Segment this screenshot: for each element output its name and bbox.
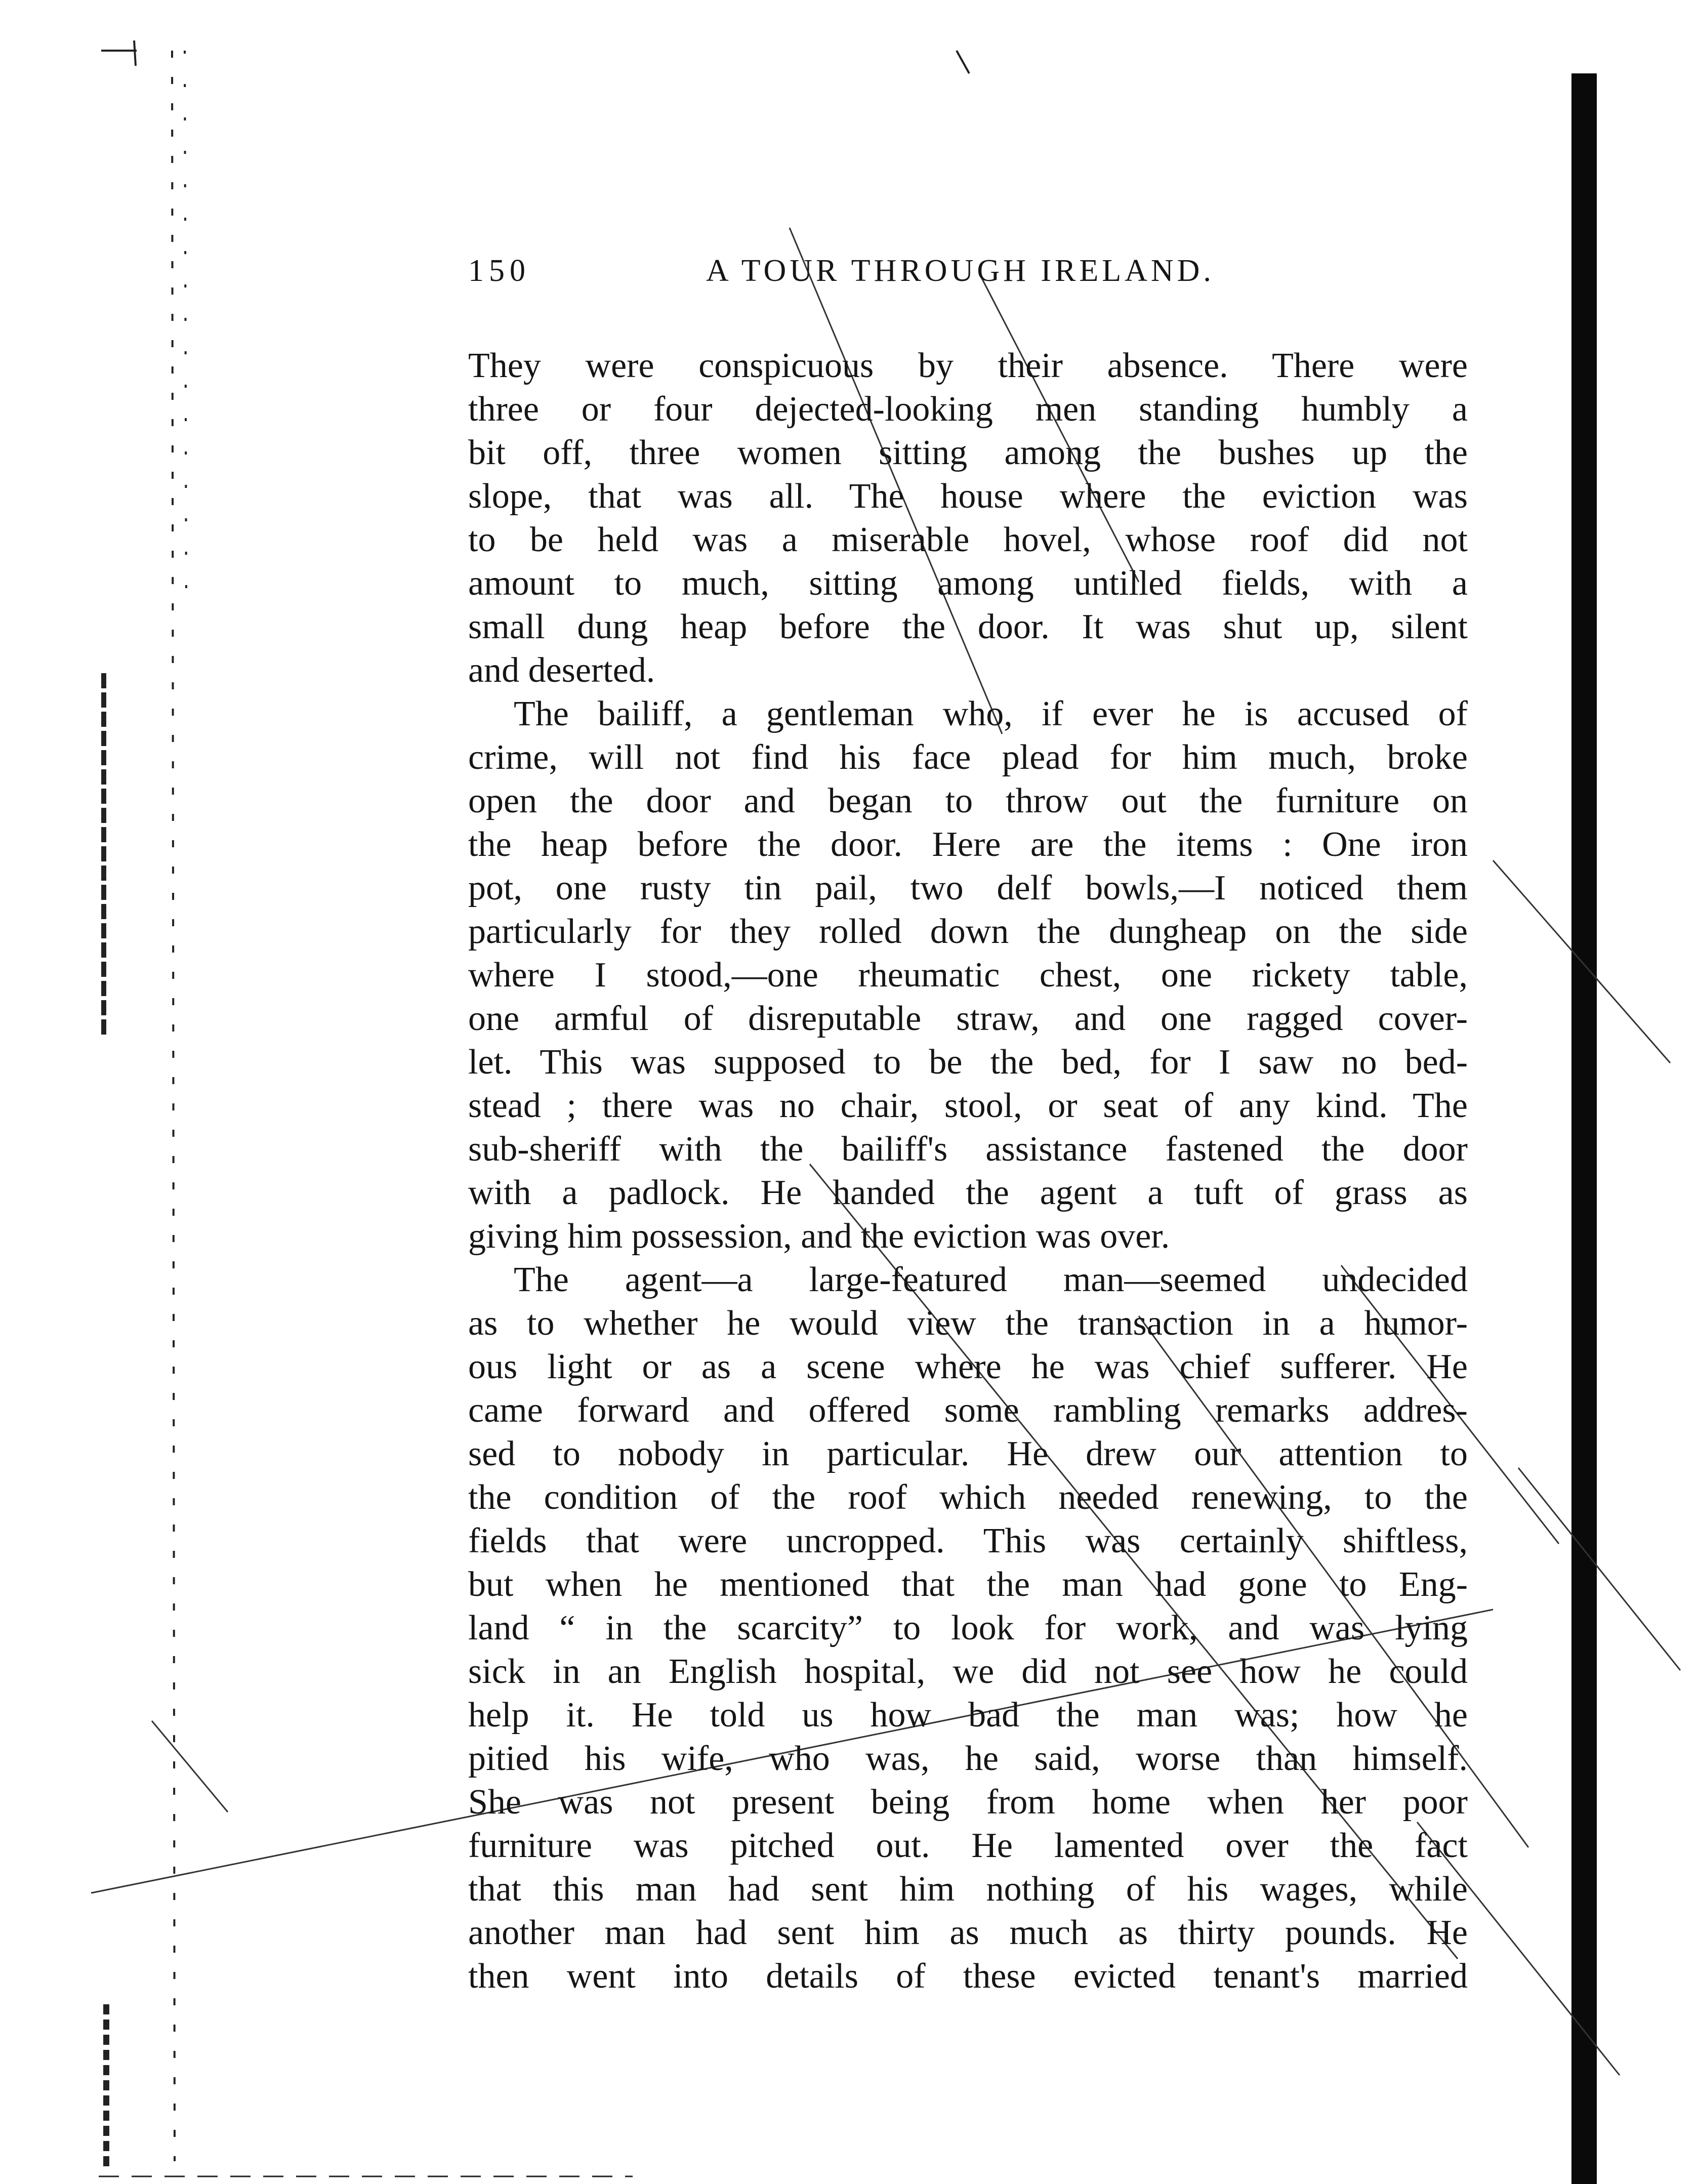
text-line: sed to nobody in particular. He drew our attention to (468, 1434, 1468, 1473)
text-line: small dung heap before the door. It was shut up, silent (468, 607, 1468, 646)
text-line: They were conspicuous by their absence. There were (468, 346, 1468, 385)
text-line: furniture was pitched out. He lamented over the fact (468, 1826, 1468, 1865)
text-line: giving him possession, and the eviction was over. (468, 1217, 1170, 1256)
text-line: where I stood,—one rheumatic chest, one rickety table, (468, 956, 1468, 995)
text-line: She was not present being from home when her poor (468, 1783, 1468, 1822)
running-title: A TOUR THROUGH IRELAND. (706, 254, 1215, 288)
text-line: amount to much, sitting among untilled fields, with a (468, 564, 1468, 603)
text-line: sick in an English hospital, we did not see how he could (468, 1652, 1468, 1691)
text-line: fields that were uncropped. This was certainly shiftless, (468, 1521, 1468, 1560)
text-line: that this man had sent him nothing of his wages, while (468, 1870, 1468, 1909)
text-line: pitied his wife, who was, he said, worse than himself. (468, 1739, 1468, 1778)
text-line: three or four dejected-looking men standing humbly a (468, 390, 1468, 429)
text-line: another man had sent him as much as thirty pounds. He (468, 1913, 1468, 1952)
text-line: slope, that was all. The house where the eviction was (468, 477, 1468, 516)
text-line: open the door and began to throw out the furniture on (468, 781, 1468, 820)
text-line: crime, will not find his face plead for him much, broke (468, 738, 1468, 777)
text-line: stead ; there was no chair, stool, or seat of any kind. The (468, 1086, 1468, 1125)
text-line: sub-sheriff with the bailiff's assistance fastened the door (468, 1130, 1468, 1169)
text-line: the condition of the roof which needed renewing, to the (468, 1478, 1468, 1517)
text-line: bit off, three women sitting among the bushes up the (468, 433, 1468, 472)
text-line: the heap before the door. Here are the items : One iron (468, 825, 1468, 864)
running-head (468, 253, 1227, 299)
text-line: one armful of disreputable straw, and one ragged cover- (468, 999, 1468, 1038)
text-line: particularly for they rolled down the dungheap on the side (468, 912, 1468, 951)
paragraph (468, 692, 1468, 1258)
page-number: 150 (468, 254, 530, 288)
text-line: pot, one rusty tin pail, two delf bowls,—I noticed them (468, 869, 1468, 908)
text-line: to be held was a miserable hovel, whose roof did not (468, 520, 1468, 559)
body-text (468, 344, 1468, 1998)
text-line: let. This was supposed to be the bed, for I saw no bed- (468, 1043, 1468, 1082)
text-line: help it. He told us how bad the man was; how he (468, 1696, 1468, 1735)
text-line: The bailiff, a gentleman who, if ever he is accused of (514, 694, 1468, 733)
text-line: land “ in the scarcity” to look for work, and was lying (468, 1609, 1468, 1647)
text-line: with a padlock. He handed the agent a tuft of grass as (468, 1173, 1468, 1212)
text-line: ous light or as a scene where he was chief sufferer. He (468, 1347, 1468, 1386)
text-line: and deserted. (468, 651, 655, 690)
right-edge-bar (1571, 73, 1597, 2184)
paragraph (468, 1258, 1468, 1998)
text-line: came forward and offered some rambling remarks addres- (468, 1391, 1468, 1430)
text-line: but when he mentioned that the man had gone to Eng- (468, 1565, 1468, 1604)
text-line: The agent—a large-featured man—seemed undecided (514, 1260, 1468, 1299)
paragraph (468, 344, 1468, 692)
text-line: then went into details of these evicted tenant's married (468, 1957, 1468, 1996)
text-line: as to whether he would view the transaction in a humor- (468, 1304, 1468, 1343)
